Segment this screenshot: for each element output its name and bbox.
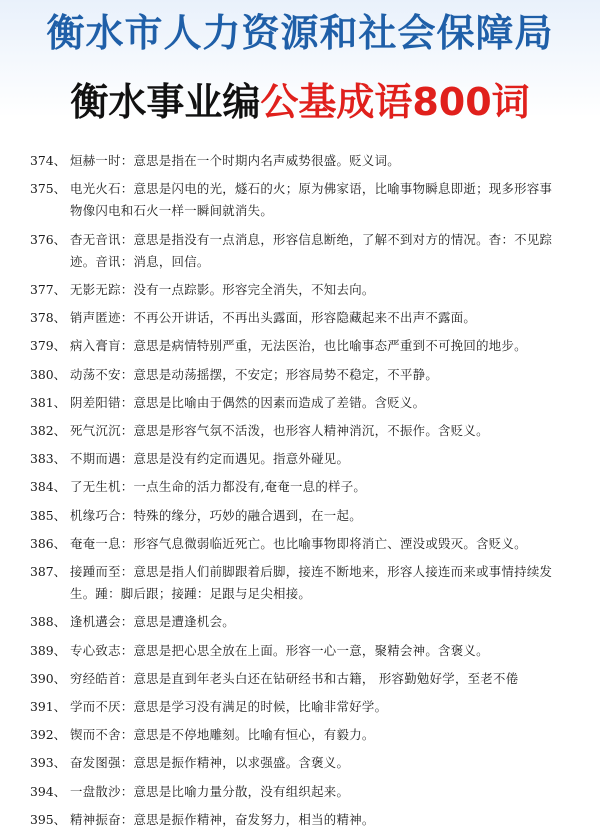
entry-text: 奋发图强：意思是振作精神，以求强盛。含褒义。 [70,755,350,771]
entry-text: 杳无音讯：意思是指没有一点消息，形容信息断绝，了解不到对方的情况。杳：不见踪迹。音讯：消息，回信。 [70,231,553,269]
entry-number: 378、 [30,310,67,326]
idiom-entry [30,533,564,555]
title-part2: 公基成语800词 [260,80,530,124]
entry-text: 穷经皓首：意思是直到年老头白还在钻研经书和古籍， 形容勤勉好学，至老不倦 [70,670,519,686]
entry-number: 385、 [30,507,67,523]
entry-number: 377、 [30,282,67,298]
idiom-entry [30,668,564,690]
entry-text: 不期而遇：意思是没有约定而遇见。指意外碰见。 [70,451,350,467]
entry-text: 烜赫一时：意思是指在一个时期内名声威势很盛。贬义词。 [70,153,400,168]
idiom-list [0,150,600,831]
entry-number: 381、 [30,394,67,410]
organization-name: 衡水市人力资源和社会保障局 [46,11,554,55]
entry-text: 销声匿迹：不再公开讲话，不再出头露面，形容隐藏起来不出声不露面。 [70,310,477,326]
idiom-entry [30,335,564,357]
idiom-entry [30,150,564,172]
entry-number: 382、 [30,423,67,439]
entry-number: 389、 [30,642,67,658]
entry-text: 专心致志：意思是把心思全放在上面。形容一心一意，聚精会神。含褒义。 [70,642,489,658]
idiom-entry [30,448,564,470]
idiom-entry [30,307,564,329]
idiom-entry [30,752,564,774]
entry-text: 动荡不安：意思是动荡摇摆，不安定；形容局势不稳定，不平静。 [70,366,439,382]
entry-text: 奄奄一息：形容气息微弱临近死亡。也比喻事物即将消亡、湮没或毁灭。含贬义。 [70,535,527,551]
idiom-entry [30,279,564,301]
entry-text: 了无生机：一点生命的活力都没有,奄奄一息的样子。 [70,479,367,495]
entry-text: 锲而不舍：意思是不停地雕刻。比喻有恒心，有毅力。 [70,727,375,743]
page-title [0,66,600,138]
idiom-entry [30,229,564,273]
idiom-entry [30,364,564,386]
idiom-entry [30,640,564,662]
entry-number: 393、 [30,755,67,771]
entry-number: 374、 [30,153,67,168]
idiom-entry [30,724,564,746]
idiom-entry [30,561,564,605]
idiom-entry [30,696,564,718]
entry-text: 逢机遘会：意思是遭逢机会。 [70,614,235,630]
idiom-entry [30,611,564,633]
entry-text: 阴差阳错：意思是比喻由于偶然的因素而造成了差错。含贬义。 [70,394,426,410]
idiom-entry [30,392,564,414]
entry-text: 无影无踪：没有一点踪影。形容完全消失，不知去向。 [70,282,375,298]
entry-text: 学而不厌：意思是学习没有满足的时候，比喻非常好学。 [70,699,388,715]
idiom-entry [30,809,564,831]
idiom-entry [30,420,564,442]
entry-number: 391、 [30,699,67,715]
entry-number: 376、 [30,231,67,247]
idiom-entry [30,178,564,222]
entry-number: 388、 [30,614,67,630]
entry-number: 375、 [30,181,67,197]
entry-text: 死气沉沉：意思是形容气氛不活泼，也形容人精神消沉，不振作。含贬义。 [70,423,489,439]
entry-text: 接踵而至：意思是指人们前脚跟着后脚，接连不断地来，形容人接连而来或事情持续发生。踵：脚后跟；接踵：足跟与足尖相接。 [70,564,553,602]
entry-number: 390、 [30,670,67,686]
title-part1: 衡水事业编 [70,80,261,124]
idiom-entry [30,505,564,527]
entry-text: 病入膏肓：意思是病情特别严重，无法医治，也比喻事态严重到不可挽回的地步。 [70,338,527,354]
entry-text: 一盘散沙：意思是比喻力量分散，没有组织起来。 [70,783,350,799]
entry-text: 机缘巧合：特殊的缘分，巧妙的融合遇到，在一起。 [70,507,362,523]
entry-number: 380、 [30,366,67,382]
entry-number: 392、 [30,727,67,743]
entry-number: 394、 [30,783,67,799]
entry-number: 395、 [30,811,67,827]
entry-number: 384、 [30,479,67,495]
entry-number: 383、 [30,451,67,467]
entry-number: 387、 [30,564,67,580]
entry-text: 精神振奋：意思是振作精神，奋发努力，相当的精神。 [70,811,375,827]
entry-number: 386、 [30,535,67,551]
idiom-entry [30,476,564,498]
header [0,0,600,138]
entry-text: 电光火石：意思是闪电的光，燧石的火；原为佛家语，比喻事物瞬息即逝；现多形容事物像闪电和石火一样一瞬间就消失。 [70,181,553,219]
entry-number: 379、 [30,338,67,354]
